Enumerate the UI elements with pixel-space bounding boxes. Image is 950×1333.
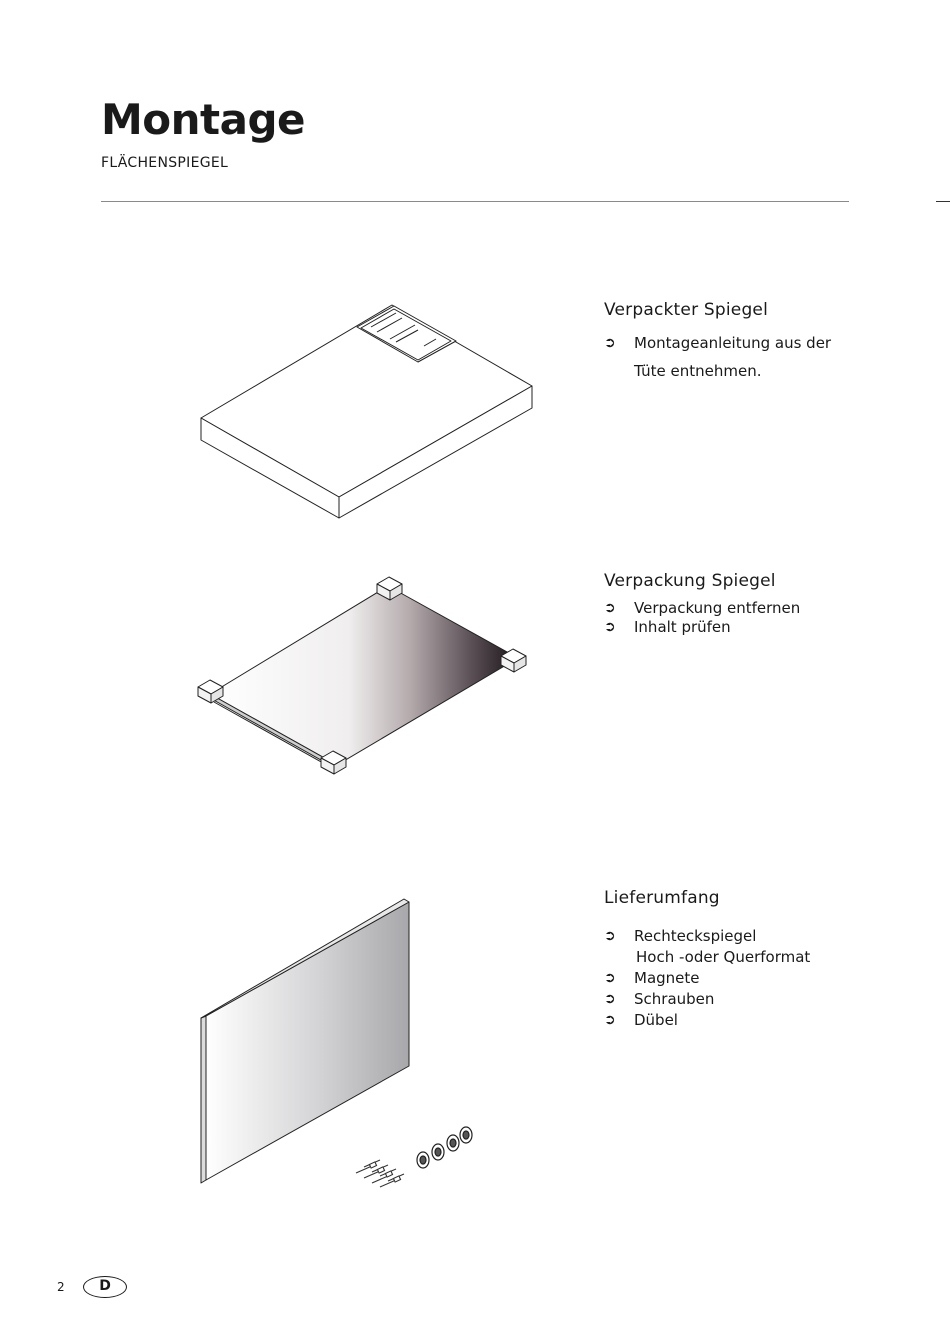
delivery-contents-illustration xyxy=(195,893,480,1188)
list-item xyxy=(604,599,904,618)
language-badge: D xyxy=(83,1276,127,1298)
item-list xyxy=(604,329,904,385)
section-title: Verpackung Spiegel xyxy=(604,571,776,591)
item-text: Verpackung entfernen xyxy=(634,599,801,617)
item-text: Dübel xyxy=(634,1011,678,1029)
header-divider xyxy=(101,201,849,202)
arrow-bullet-icon: ➲ xyxy=(604,928,616,944)
section-title: Verpackter Spiegel xyxy=(604,300,769,320)
list-item xyxy=(604,329,904,385)
arrow-bullet-icon: ➲ xyxy=(604,1012,616,1028)
section-delivery-contents xyxy=(604,888,904,1031)
arrow-bullet-icon: ➲ xyxy=(604,619,616,635)
item-text-continuation: Hoch -oder Querformat xyxy=(636,948,811,966)
item-list xyxy=(604,926,904,1031)
list-item xyxy=(604,1010,904,1031)
item-text: Rechteckspiegel xyxy=(634,927,757,945)
list-item xyxy=(604,618,904,637)
section-mirror-packaging xyxy=(604,571,904,637)
item-text: Inhalt prüfen xyxy=(634,618,731,636)
page-number: 2 xyxy=(57,1280,65,1294)
list-item xyxy=(604,926,904,968)
arrow-bullet-icon: ➲ xyxy=(604,970,616,986)
item-text: Schrauben xyxy=(634,990,715,1008)
item-text-continuation: Tüte entnehmen. xyxy=(634,362,762,380)
arrow-bullet-icon: ➲ xyxy=(604,600,616,616)
arrow-bullet-icon: ➲ xyxy=(604,335,616,351)
section-packed-mirror xyxy=(604,300,904,385)
list-item xyxy=(604,989,904,1010)
item-text: Magnete xyxy=(634,969,700,987)
list-item xyxy=(604,968,904,989)
packed-mirror-illustration xyxy=(195,300,540,525)
edge-mark xyxy=(936,201,950,202)
arrow-bullet-icon: ➲ xyxy=(604,991,616,1007)
item-list xyxy=(604,599,904,637)
item-text: Montageanleitung aus der xyxy=(634,334,832,352)
page-subtitle: FLÄCHENSPIEGEL xyxy=(101,155,229,171)
unpacked-mirror-illustration xyxy=(193,570,533,775)
section-title: Lieferumfang xyxy=(604,888,720,908)
page-title: Montage xyxy=(101,95,306,144)
